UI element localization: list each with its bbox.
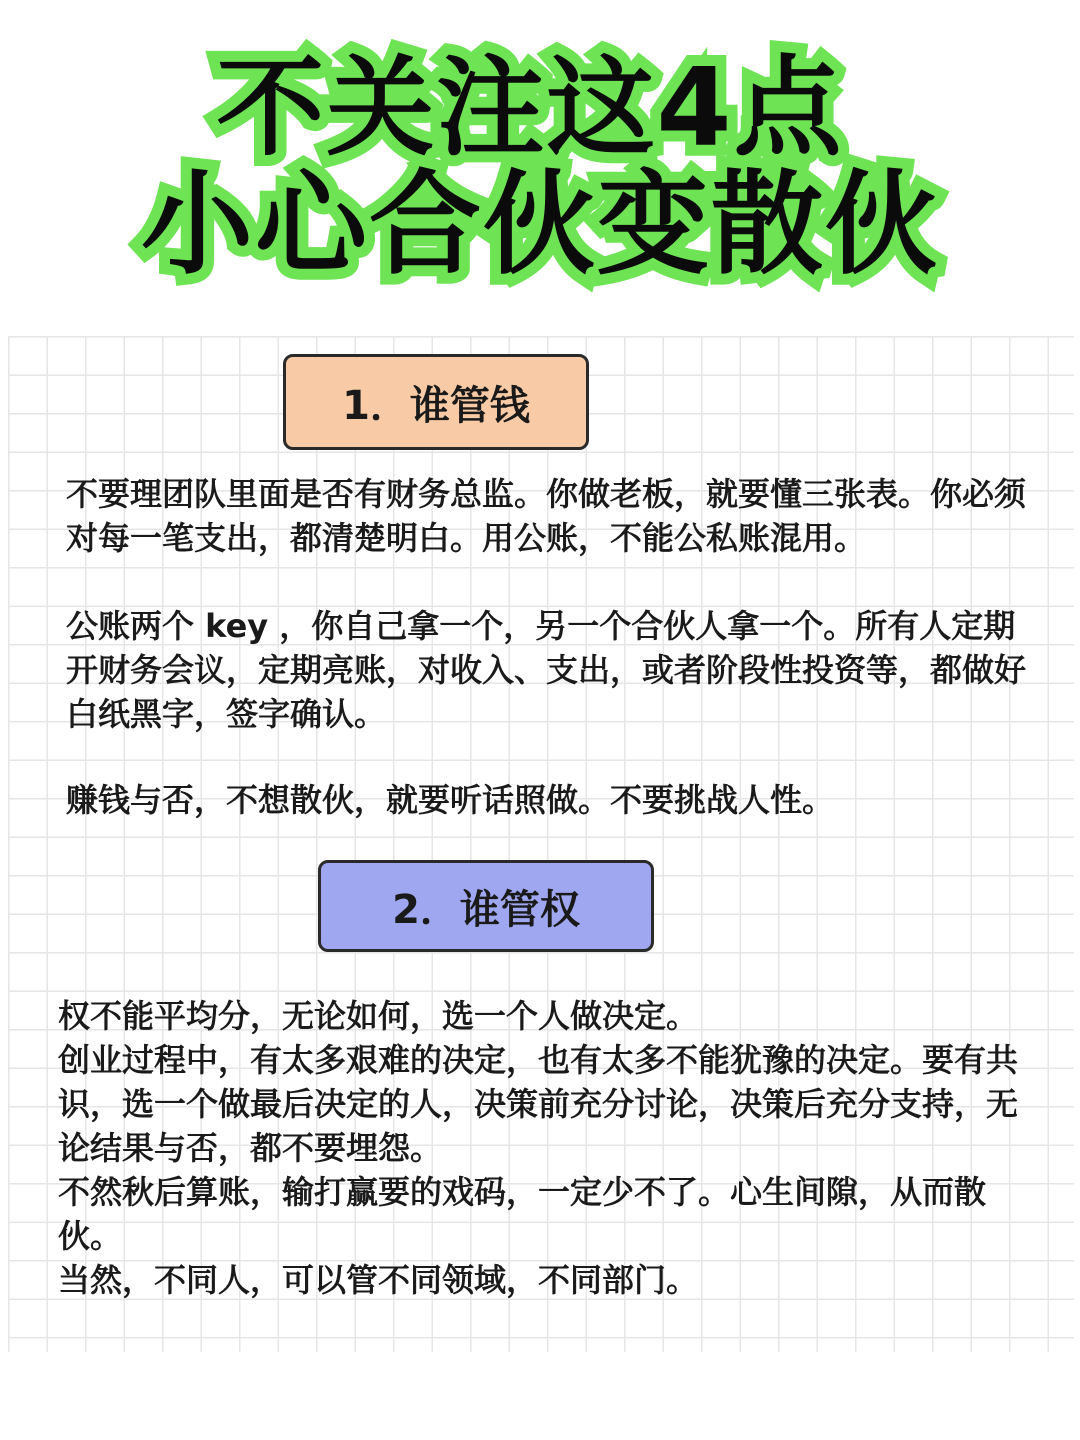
- section-heading-power: 2．谁管权: [318, 860, 654, 952]
- section1-paragraph-1: 不要理团队里面是否有财务总监。你做老板，就要懂三张表。你必须对每一笔支出，都清楚明白。用公账，不能公私账混用。: [66, 475, 1027, 557]
- title-block: [0, 46, 1080, 291]
- section1-paragraph-3: 赚钱与否，不想散伙，就要听话照做。不要挑战人性。: [66, 781, 835, 819]
- section-heading-money: 1．谁管钱: [283, 354, 589, 450]
- section1-paragraph-2: 公账两个 key ，你自己拿一个，另一个合伙人拿一个。所有人定期开财务会议，定期亮账，对收入、支出，或者阶段性投资等，都做好白纸黑字，签字确认。: [66, 607, 1027, 733]
- section2-paragraph: 权不能平均分，无论如何，选一个人做决定。 创业过程中，有太多艰难的决定，也有太多不能犹豫的决定。要有共识，选一个做最后决定的人，决策前充分讨论，决策后充分支持，无论结果与否，都不要埋怨。 不然秋后算账，输打赢要的戏码，一定少不了。心生间隙，从而散伙。 当然，不同人，可以管不同领域，不同部门。: [58, 997, 1019, 1299]
- title-line-1: 不关注这4点: [216, 46, 844, 171]
- title-line-2: 小心合伙变散伙: [141, 160, 939, 291]
